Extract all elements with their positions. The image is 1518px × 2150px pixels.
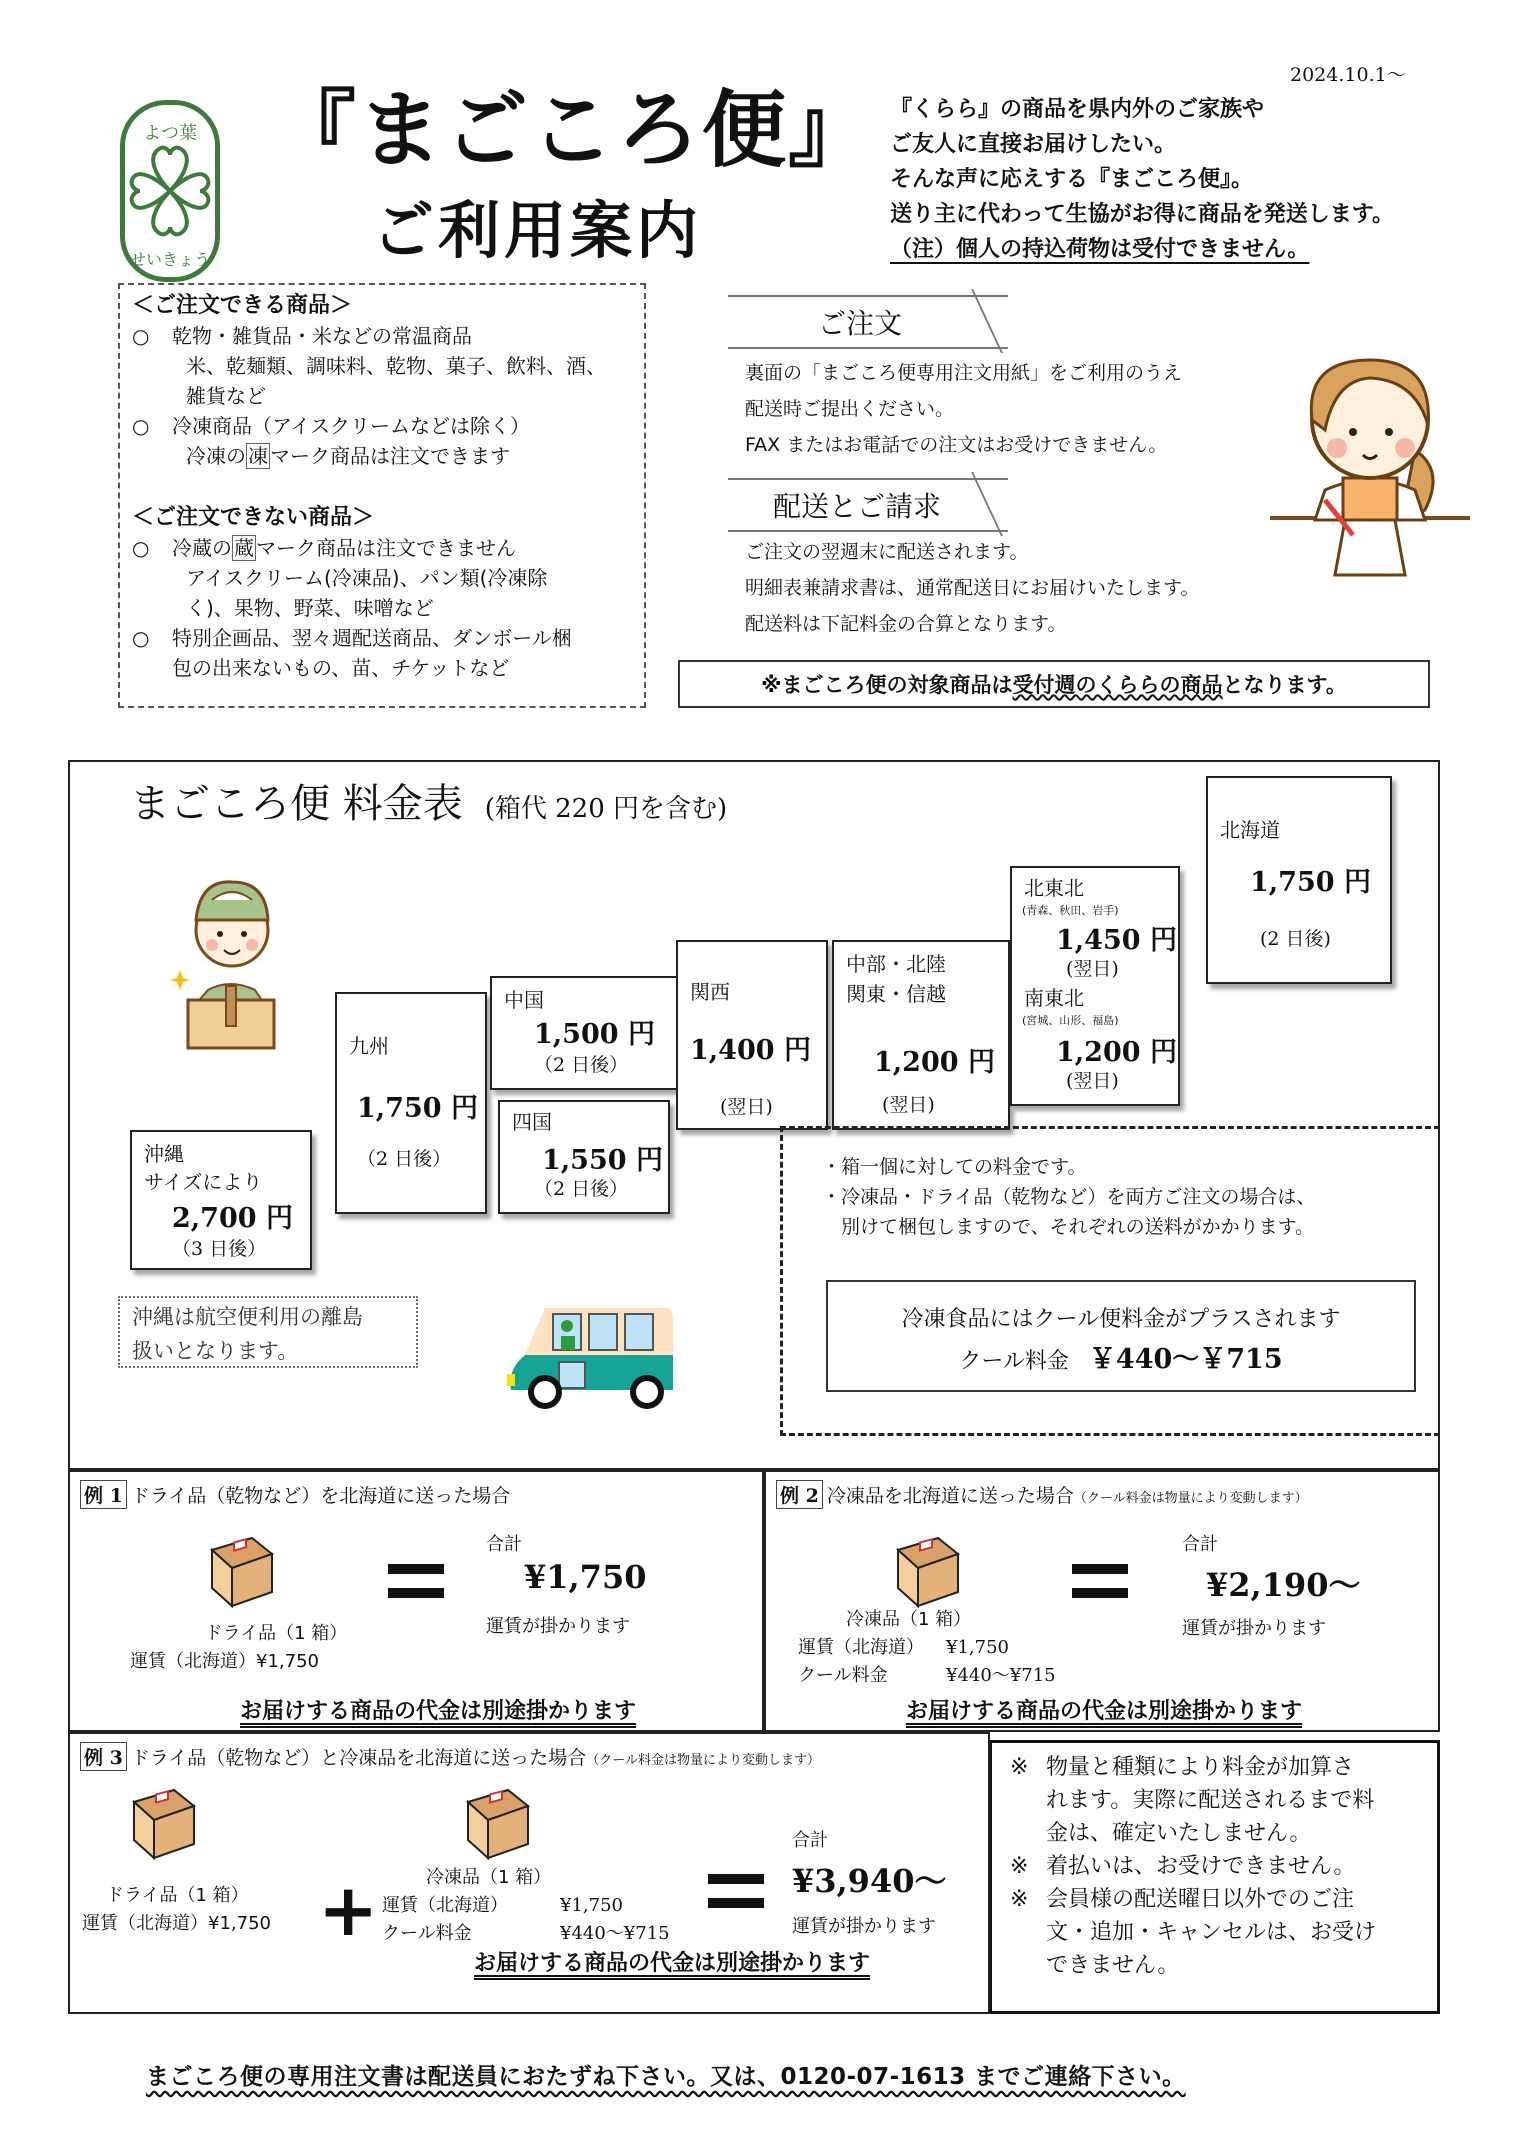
circle-icon: ○ xyxy=(132,536,150,560)
chilled-mark-icon: 蔵 xyxy=(234,536,254,560)
not-orderable-item: 冷蔵の 蔵 マーク商品は注文できません xyxy=(172,536,516,560)
zone-days: (翌日) xyxy=(882,1094,935,1116)
cool-fee-box: 冷凍食品にはクール便料金がプラスされます クール料金 ￥440～￥715 xyxy=(826,1280,1416,1392)
orderable-detail: 雑貨など xyxy=(186,384,266,408)
zone-days: （2 日後） xyxy=(534,1054,629,1076)
coop-logo xyxy=(120,100,220,282)
not-orderable-detail: く)、果物、野菜、味噌など xyxy=(186,596,434,620)
zone-price: 1,550 円 xyxy=(542,1145,663,1176)
intro-note: （注）個人の持込荷物は受付できません。 xyxy=(890,237,1310,262)
plus-icon: + xyxy=(318,1868,379,1952)
zone-card-tohoku: 北東北 (青森、秋田、岩手) 1,450 円 (翌日) 南東北 (宮城、山形、福島) 1,200 円 (翌日) xyxy=(1010,866,1180,1106)
zone-days: （3 日後） xyxy=(172,1238,267,1260)
staff-woman-illustration xyxy=(1265,320,1475,580)
page-curl-icon xyxy=(971,472,1043,536)
page-title: 『まごころ便』 xyxy=(272,81,875,179)
orderable-heading: ＜ご注文できる商品＞ xyxy=(132,293,353,318)
product-eligibility-box xyxy=(118,283,646,708)
fee-notes: ・箱一個に対しての料金です。 ・冷凍品・ドライ品（乾物など）を両方ご注文の場合は、 別けて梱包しますので、それぞれの送料がかかります。 xyxy=(822,1156,1316,1238)
circle-icon: ○ xyxy=(132,324,150,348)
zone-card-hokkaido: 北海道 1,750 円 (2 日後) xyxy=(1206,776,1392,984)
zone-price: 1,400 円 xyxy=(690,1035,811,1066)
page-subtitle: ご利用案内 xyxy=(372,194,703,267)
circle-icon: ○ xyxy=(132,626,150,650)
not-orderable-heading: ＜ご注文できない商品＞ xyxy=(132,505,375,530)
zone-price: 2,700 円 xyxy=(172,1203,293,1234)
zone-days: （2 日後） xyxy=(357,1148,452,1170)
intro-line: 『くらら』の商品を県内外のご家族や xyxy=(890,97,1265,122)
clover-icon xyxy=(125,105,215,277)
orderable-detail: 冷凍の 凍 マーク商品は注文できます xyxy=(186,444,510,468)
zone-price: 1,500 円 xyxy=(534,1019,655,1050)
intro-line: ご友人に直接お届けしたい。 xyxy=(890,132,1177,157)
cool-fee-range: ￥440～￥715 xyxy=(1088,1344,1283,1375)
zone-card-shikoku: 四国 1,550 円 （2 日後） xyxy=(498,1100,670,1214)
intro-line: 送り主に代わって生協がお得に商品を発送します。 xyxy=(890,202,1395,227)
delivery-truck-illustration xyxy=(505,1300,675,1410)
example-2: 例 2 冷凍品を北海道に送った場合（クール料金は物量により変動します） 冷凍品（1 箱） 運賃（北海道） ¥1,750 クール料金 ¥440～¥715 合計 ¥2,190～ 運賃が掛かります お届けする商品の代金は別途掛かります xyxy=(764,1470,1440,1732)
cardboard-box-icon xyxy=(892,1534,964,1610)
example-1: 例 1 ドライ品（乾物など）を北海道に送った場合 ドライ品（1 箱） 運賃（北海道）¥1,750 合計 ¥1,750 運賃が掛かります お届けする商品の代金は別途掛かります xyxy=(68,1470,764,1732)
delivery-man-illustration xyxy=(170,870,290,1050)
example-2-total: ¥2,190～ xyxy=(1206,1566,1361,1604)
fee-table-title: まごころ便 料金表 (箱代 220 円を含む) xyxy=(130,781,728,827)
svg-text:よつ葉: よつ葉 xyxy=(143,123,197,144)
contact-footer: まごころ便の専用注文書は配送員におたずね下さい。又は、0120-07-1613 までご連絡下さい。 xyxy=(146,2064,1186,2090)
cardboard-box-icon xyxy=(206,1534,278,1610)
delivery-section-heading: 配送とご請求 xyxy=(728,478,1008,532)
orderable-item: 冷凍商品（アイスクリームなどは除く） xyxy=(172,414,530,438)
zone-card-chugoku: 中国 1,500 円 （2 日後） xyxy=(490,976,680,1090)
example-1-total: ¥1,750 xyxy=(524,1558,647,1596)
zone-days: (翌日) xyxy=(1066,1070,1119,1092)
equals-icon xyxy=(708,1874,764,1908)
example-3-total: ¥3,940～ xyxy=(792,1862,947,1900)
page-curl-icon xyxy=(971,289,1043,353)
reference-mark-icon: ※ xyxy=(1010,1887,1029,1912)
effective-date: 2024.10.1～ xyxy=(1290,64,1406,86)
zone-price: 1,200 円 xyxy=(874,1047,995,1078)
zone-card-kyushu: 九州 1,750 円 （2 日後） xyxy=(335,992,487,1214)
not-orderable-item: 特別企画品、翌々週配送商品、ダンボール梱 xyxy=(172,626,572,650)
not-orderable-detail: アイスクリーム(冷凍品)、パン類(冷凍除 xyxy=(186,566,548,590)
intro-line: そんな声に応えする『まごころ便』。 xyxy=(890,167,1254,192)
target-products-notice: ※まごころ便の対象商品は 受付週のくららの商品 となります。 xyxy=(678,660,1430,708)
zone-card-kansai: 関西 1,400 円 (翌日) xyxy=(676,940,828,1130)
reference-mark-icon: ※ xyxy=(1010,1755,1029,1780)
zone-card-chubu-kanto: 中部・北陸 関東・信越 1,200 円 (翌日) xyxy=(832,940,1010,1130)
intro-text xyxy=(890,92,1394,267)
cardboard-box-icon xyxy=(128,1786,200,1862)
zone-price: 1,450 円 xyxy=(1056,925,1177,956)
delivery-instructions: ご注文の翌週末に配送されます。 明細表兼請求書は、通常配送日にお届けいたします。 配送料は下記料金の合算となります。 xyxy=(745,541,1200,635)
not-orderable-detail: 包の出来ないもの、苗、チケットなど xyxy=(172,656,510,680)
order-section-heading: ご注文 xyxy=(728,295,1008,349)
orderable-item: 乾物・雑貨品・米などの常温商品 xyxy=(172,324,472,348)
zone-days: （2 日後） xyxy=(534,1178,629,1200)
zone-price: 1,750 円 xyxy=(1250,867,1371,898)
circle-icon: ○ xyxy=(132,414,150,438)
orderable-detail: 米、乾麺類、調味料、乾物、菓子、飲料、酒、 xyxy=(186,354,606,378)
zone-price: 1,750 円 xyxy=(357,1093,478,1124)
svg-text:せいきょう: せいきょう xyxy=(129,250,211,269)
zone-card-okinawa: 沖縄 サイズにより 2,700 円 （3 日後） xyxy=(130,1130,312,1270)
frozen-mark-icon: 凍 xyxy=(248,444,268,468)
cardboard-box-icon xyxy=(462,1786,534,1862)
zone-days: (2 日後) xyxy=(1260,928,1331,950)
example-3: 例 3 ドライ品（乾物など）と冷凍品を北海道に送った場合（クール料金は物量により変動します） ドライ品（1 箱） 運賃（北海道）¥1,750 + 冷凍品（1 箱） 運賃（北海道） ¥1,750 クール料金 ¥440～¥715 合計 ¥3,940～ 運賃が掛かります お届けする商品の代金は別途掛かります xyxy=(68,1732,990,2014)
zone-days: (翌日) xyxy=(720,1096,773,1118)
zone-price: 1,200 円 xyxy=(1056,1037,1177,1068)
equals-icon xyxy=(1072,1564,1128,1598)
equals-icon xyxy=(388,1564,444,1598)
additional-notes: ※ 物量と種類により料金が加算さ れます。実際に配送されるまで料 金は、確定いたしません。 ※ 着払いは、お受けできません。 ※ 会員様の配送曜日以外でのご注 文・追加・キャンセルは、お受け できません。 xyxy=(990,1740,1440,2014)
order-instructions: 裏面の「まごころ便専用注文用紙」をご利用のうえ 配送時ご提出ください。 FAX またはお電話での注文はお受けできません。 xyxy=(745,362,1183,456)
reference-mark-icon: ※ xyxy=(1010,1854,1029,1879)
fee-table-note: (箱代 220 円を含む) xyxy=(484,794,728,824)
okinawa-note: 沖縄は航空便利用の離島 扱いとなります。 xyxy=(118,1296,418,1368)
zone-days: (翌日) xyxy=(1066,958,1119,980)
